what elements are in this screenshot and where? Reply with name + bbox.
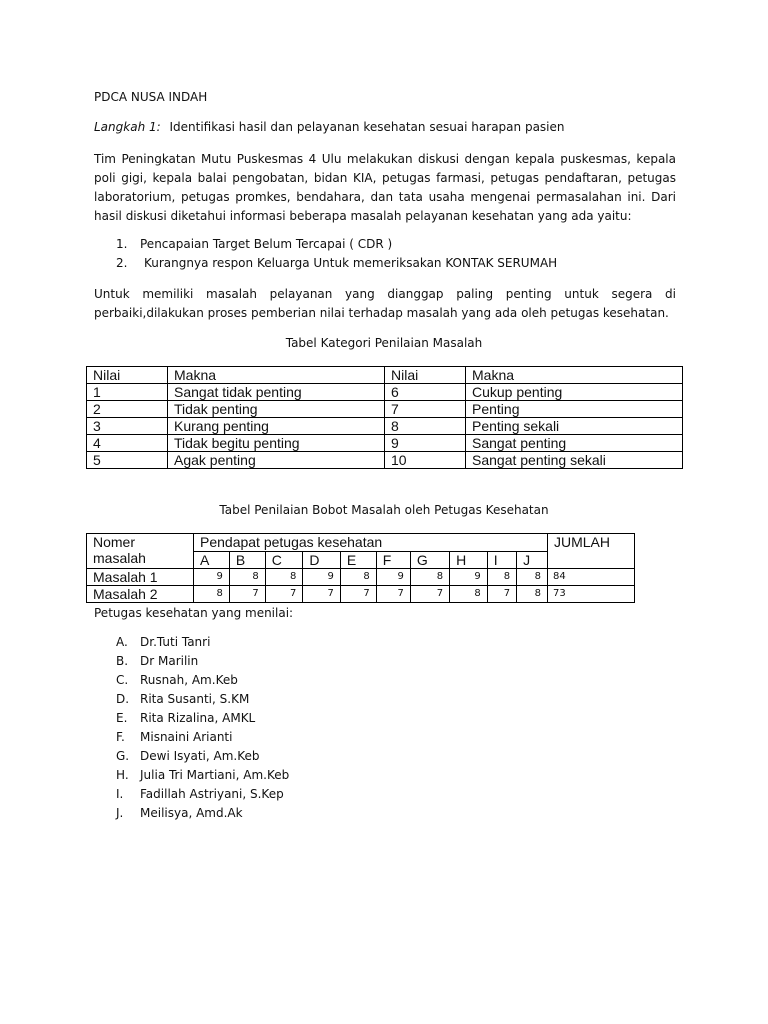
intro-paragraph: Tim Peningkatan Mutu Puskesmas 4 Ulu melakukan diskusi dengan kepala puskesmas, kepala poli gigi, kepala balai pengobatan, bidan KIA, petugas farmasi, petugas pendaftaran, petugas laboratorium, petugas promkes, bendahara, dan tata usaha mengenai permasalahan ini. Dari hasil diskusi diketahui informasi beberapa masalah pelayanan kesehatan yang ada yaitu: xyxy=(94,152,676,223)
assessor-cell: G xyxy=(410,551,449,569)
score-cell: 9 xyxy=(194,569,230,586)
score-cell: 7 xyxy=(376,586,410,603)
header-cell: Makna xyxy=(466,367,683,384)
assessor-cell: F xyxy=(376,551,410,569)
table-cell: 2 xyxy=(87,401,168,418)
list-item xyxy=(116,633,516,652)
assessor-name: Rita Susanti, S.KM xyxy=(140,692,250,706)
assessor-name: Julia Tri Martiani, Am.Keb xyxy=(140,768,290,782)
category-table-caption: Tabel Kategori Penilaian Masalah xyxy=(285,336,483,350)
score-cell: 8 xyxy=(410,569,449,586)
list-marker: H. xyxy=(116,768,129,782)
header-problem-line1: Nomer xyxy=(93,534,136,550)
assessor-name: Misnaini Arianti xyxy=(140,730,233,744)
list-item xyxy=(116,652,516,671)
table-row xyxy=(87,418,683,435)
table-row xyxy=(87,384,683,401)
list-item xyxy=(116,235,676,254)
table-cell: 9 xyxy=(385,435,466,452)
list-marker: D. xyxy=(116,692,130,706)
list-item xyxy=(116,690,516,709)
table-row xyxy=(87,452,683,469)
header-problem-line2: masalah xyxy=(93,550,146,566)
list-marker: I. xyxy=(116,787,124,801)
list-marker: F. xyxy=(116,730,125,744)
assessor-name: Rusnah, Am.Keb xyxy=(140,673,238,687)
table-cell: 5 xyxy=(87,452,168,469)
list-marker: 1. xyxy=(116,237,128,251)
step-heading xyxy=(94,118,684,137)
list-item xyxy=(116,804,516,823)
list-marker: B. xyxy=(116,654,129,668)
weight-table-caption: Tabel Penilaian Bobot Masalah oleh Petugas Kesehatan xyxy=(219,503,549,517)
assessor-cell: A xyxy=(194,551,230,569)
header-cell-problem xyxy=(87,534,194,569)
table-cell: Tidak begitu penting xyxy=(168,435,385,452)
table-cell: Penting xyxy=(466,401,683,418)
row-label: Masalah 2 xyxy=(87,586,194,603)
table-cell: 10 xyxy=(385,452,466,469)
table-cell: Agak penting xyxy=(168,452,385,469)
table-cell: Penting sekali xyxy=(466,418,683,435)
document-title: PDCA NUSA INDAH xyxy=(94,90,208,104)
score-cell: 8 xyxy=(487,569,516,586)
score-cell: 7 xyxy=(303,586,341,603)
score-cell: 7 xyxy=(410,586,449,603)
score-cell: 7 xyxy=(229,586,265,603)
assessor-cell: J xyxy=(517,551,548,569)
score-cell: 8 xyxy=(265,569,303,586)
assessor-cell: H xyxy=(450,551,488,569)
assessors-heading: Petugas kesehatan yang menilai: xyxy=(94,606,294,620)
list-item xyxy=(116,671,516,690)
total-cell: 84 xyxy=(548,569,635,586)
scoring-paragraph: Untuk memiliki masalah pelayanan yang dianggap paling penting untuk segera di perbaiki,dilakukan proses pemberian nilai terhadap masalah yang ada oleh petugas kesehatan. xyxy=(94,287,676,320)
header-cell: Nilai xyxy=(385,367,466,384)
assessor-name: Dewi Isyati, Am.Keb xyxy=(140,749,260,763)
table-cell: Cukup penting xyxy=(466,384,683,401)
table-cell: 7 xyxy=(385,401,466,418)
header-cell: Makna xyxy=(168,367,385,384)
score-cell: 8 xyxy=(194,586,230,603)
table-row xyxy=(87,401,683,418)
table-row xyxy=(87,569,635,586)
assessor-name: Dr Marilin xyxy=(140,654,199,668)
score-cell: 8 xyxy=(450,586,488,603)
step-text: Identifikasi hasil dan pelayanan kesehatan sesuai harapan pasien xyxy=(169,120,565,134)
assessor-name: Rita Rizalina, AMKL xyxy=(140,711,256,725)
list-marker: C. xyxy=(116,673,129,687)
list-item xyxy=(116,709,516,728)
header-cell: Nilai xyxy=(87,367,168,384)
list-item xyxy=(116,747,516,766)
problem-list xyxy=(116,235,676,273)
score-cell: 7 xyxy=(265,586,303,603)
score-cell: 8 xyxy=(229,569,265,586)
table-header-row xyxy=(87,367,683,384)
table-cell: Kurang penting xyxy=(168,418,385,435)
score-cell: 8 xyxy=(517,586,548,603)
list-marker: J. xyxy=(116,806,124,820)
step-label: Langkah 1: xyxy=(94,120,161,134)
table-cell: Sangat penting xyxy=(466,435,683,452)
table-cell: Sangat penting sekali xyxy=(466,452,683,469)
assessor-cell: B xyxy=(229,551,265,569)
row-label: Masalah 1 xyxy=(87,569,194,586)
table-cell: 6 xyxy=(385,384,466,401)
problem-text: Pencapaian Target Belum Tercapai ( CDR ) xyxy=(140,237,393,251)
table-row xyxy=(87,435,683,452)
header-group: Pendapat petugas kesehatan xyxy=(194,534,548,552)
category-table xyxy=(86,366,683,469)
score-cell: 8 xyxy=(517,569,548,586)
list-item xyxy=(116,254,676,273)
list-marker: A. xyxy=(116,635,128,649)
assessor-cell: D xyxy=(303,551,341,569)
list-marker: G. xyxy=(116,749,130,763)
assessor-name: Dr.Tuti Tanri xyxy=(140,635,211,649)
assessor-cell: I xyxy=(487,551,516,569)
score-cell: 9 xyxy=(376,569,410,586)
list-marker: 2. xyxy=(116,256,128,270)
score-cell: 8 xyxy=(340,569,376,586)
table-cell: Sangat tidak penting xyxy=(168,384,385,401)
assessor-list xyxy=(116,633,516,823)
problem-text: Kurangnya respon Keluarga Untuk memeriksakan KONTAK SERUMAH xyxy=(144,256,558,270)
table-row xyxy=(87,586,635,603)
table-cell: Tidak penting xyxy=(168,401,385,418)
table-cell: 4 xyxy=(87,435,168,452)
score-cell: 9 xyxy=(303,569,341,586)
table-cell: 1 xyxy=(87,384,168,401)
header-total: JUMLAH xyxy=(548,534,635,569)
total-cell: 73 xyxy=(548,586,635,603)
assessor-cell: C xyxy=(265,551,303,569)
table-cell: 3 xyxy=(87,418,168,435)
score-cell: 7 xyxy=(340,586,376,603)
table-header-row xyxy=(87,534,635,552)
list-marker: E. xyxy=(116,711,128,725)
assessor-cell: E xyxy=(340,551,376,569)
list-item xyxy=(116,728,516,747)
assessor-name: Fadillah Astriyani, S.Kep xyxy=(140,787,284,801)
assessor-name: Meilisya, Amd.Ak xyxy=(140,806,243,820)
score-cell: 9 xyxy=(450,569,488,586)
score-cell: 7 xyxy=(487,586,516,603)
list-item xyxy=(116,766,516,785)
table-cell: 8 xyxy=(385,418,466,435)
list-item xyxy=(116,785,516,804)
weight-table xyxy=(86,533,635,603)
